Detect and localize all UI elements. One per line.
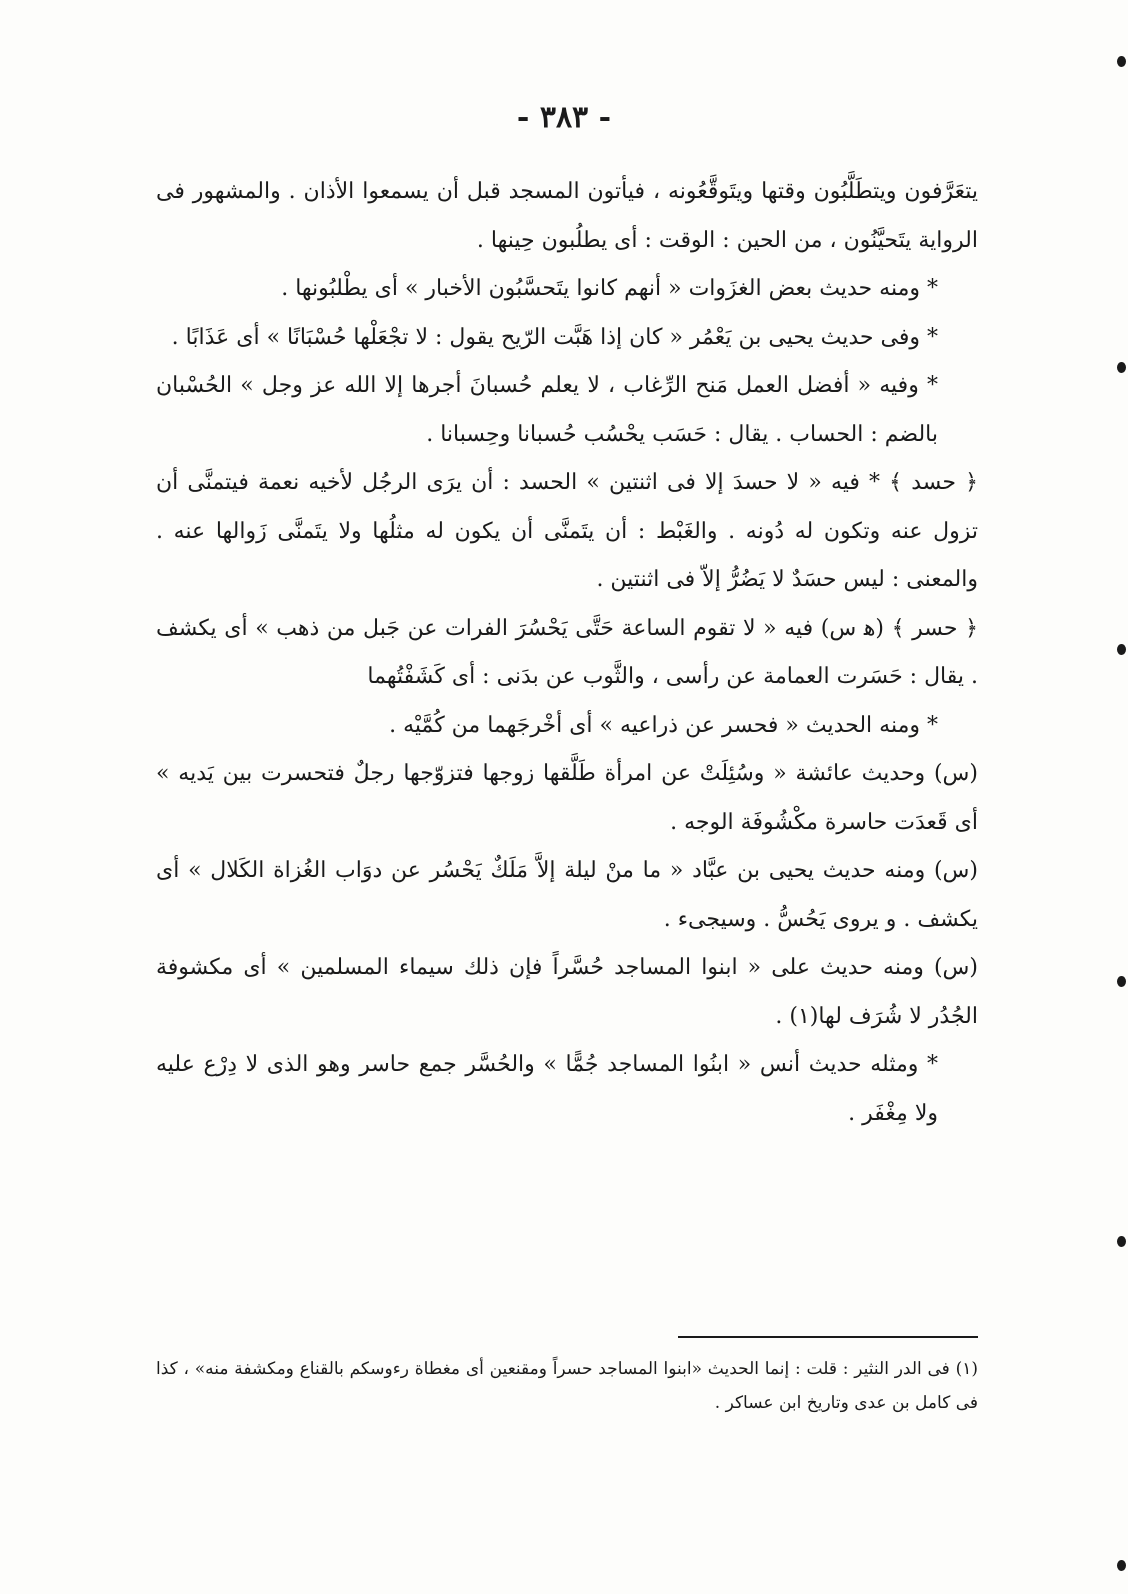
page-number: - ٣٨٣ - <box>516 100 612 135</box>
scan-edge-mark <box>1117 644 1126 655</box>
entry-hasad: ﴿ حسد ﴾ * فيه « لا حسدَ إلا فى اثنتين » الحسد : أن يرَى الرجُل لأخيه نعمة فيتمنَّى أن تزول عنه وتكون له دُونه . والغَبْط : أن يتَمنَّى أن يكون له مثلُها ولا يتَمنَّى زَوالها عنه . والمعنى : ليس حسَدٌ لا يَضُرُّ إلاّ فى اثنتين . <box>156 470 978 592</box>
paragraph: * وفى حديث يحيى بن يَعْمُر « كان إذا هَبَّت الرّيح يقول : لا تجْعَلْها حُسْبَانًا » أى عَذَابًا . <box>171 324 938 350</box>
scan-edge-mark <box>1117 56 1126 67</box>
paragraph: (س) ومنه حديث على « ابنوا المساجد حُسَّراً فإن ذلك سيماء المسلمين » أى مكشوفة الجُدُر لا شُرَف لها(١) . <box>156 955 978 1029</box>
footnote-text: (١) فى الدر النثير : قلت : إنما الحديث «ابنوا المساجد حسراً ومقنعين أى مغطاة رءوسكم بالقناع ومكشفة منه» ، كذا فى كامل بن عدى وتاريخ ابن عساكر . <box>156 1359 978 1413</box>
paragraph: * ومنه حديث بعض الغزَوات « أنهم كانوا يتَحسَّبُون الأخبار » أى يطْلبُونها . <box>281 276 938 301</box>
footnote <box>156 1352 978 1420</box>
paragraph: (س) وحديث عائشة « وسُئِلَتْ عن امرأة طَلَّقها زوجها فتزوّجها رجلٌ فتحسرت بين يَديه » أى قَعدَت حاسرة مكْشُوفَة الوجه . <box>156 761 978 835</box>
body-text <box>156 168 978 1138</box>
scan-edge-mark <box>1117 1560 1126 1571</box>
entry-hasar: ﴿ حسر ﴾ (ﻫ س) فيه « لا تقوم الساعة حَتَّى يَحْسُرَ الفرات عن جَبل من ذهب » أى يكشف . يقال : حَسَرت العمامة عن رأسى ، والثَّوب عن بدَنى : أى كَشَفْتُهما <box>156 615 978 689</box>
footnote-divider <box>678 1336 978 1338</box>
scan-edge-mark <box>1117 362 1126 373</box>
paragraph: * ومنه الحديث « فحسر عن ذراعيه » أى أخْرجَهما من كُمَّيْه . <box>389 712 938 738</box>
paragraph: (س) ومنه حديث يحيى بن عبَّاد « ما منْ ليلة إلاَّ مَلَكٌ يَحْسُر عن دوَاب الغُزاة الكَلال » أى يكشف . و يروى يَحُسُّ . وسيجىء . <box>156 858 978 932</box>
scan-edge-mark <box>1117 976 1126 987</box>
scan-edge-mark <box>1117 1236 1126 1247</box>
paragraph: * ومثله حديث أنس « ابنُوا المساجد جُمًّا » والحُسَّر جمع حاسر وهو الذى لا دِرْع عليه ولا مِغْفَر . <box>156 1052 938 1126</box>
paragraph: * وفيه « أفضل العمل مَنح الرِّغاب ، لا يعلم حُسبانَ أجرها إلا الله عز وجل » الحُسْبان بالضم : الحساب . يقال : حَسَب يحْسُب حُسبانا وحِسبانا . <box>156 373 938 447</box>
paragraph: يتعَرَّفون ويتطَلَّبُون وقتها ويتَوقَّعُونه ، فيأتون المسجد قبل أن يسمعوا الأذان . والمشهور فى الرواية يتَحيَّنُون ، من الحين : الوقت : أى يطلُبون حِينها . <box>156 179 978 253</box>
